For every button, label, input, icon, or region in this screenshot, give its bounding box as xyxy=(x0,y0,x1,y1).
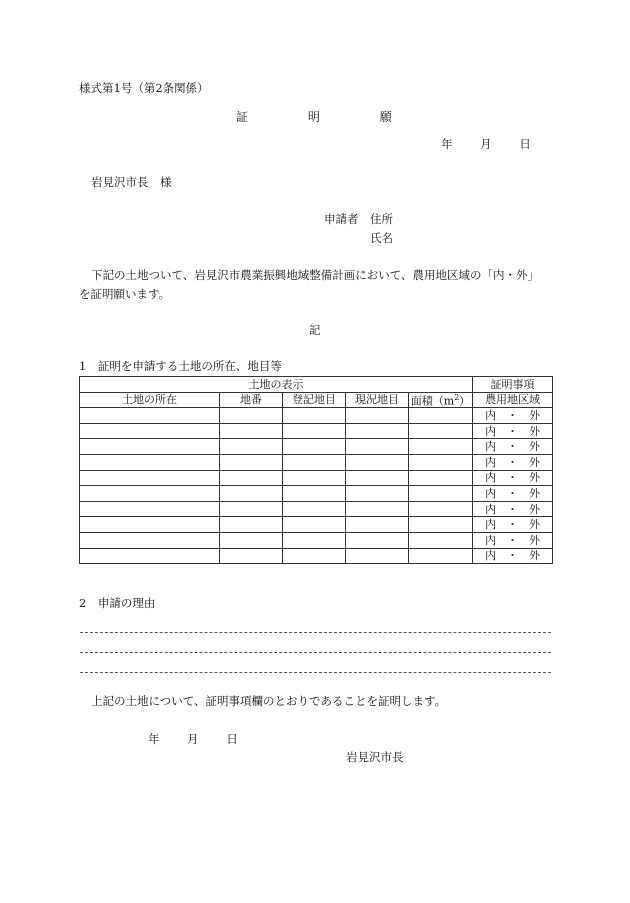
lot-number-cell[interactable] xyxy=(220,470,283,486)
ki-heading: 記 xyxy=(309,323,321,337)
location-cell[interactable] xyxy=(80,548,220,564)
current-category-cell[interactable] xyxy=(346,470,409,486)
date-day-label: 日 xyxy=(519,137,531,151)
area-cell[interactable] xyxy=(409,548,473,564)
table-column-header-row xyxy=(80,392,553,408)
title-char-1: 証 xyxy=(236,110,249,124)
current-category-cell[interactable] xyxy=(346,517,409,533)
certification-text: 上記の土地について、証明事項欄のとおりであることを証明します。 xyxy=(91,694,447,708)
registered-category-cell[interactable] xyxy=(283,408,346,424)
table-group-header-row xyxy=(80,377,553,393)
table-row xyxy=(80,470,553,486)
location-cell[interactable] xyxy=(80,532,220,548)
registered-category-cell[interactable] xyxy=(283,470,346,486)
location-cell[interactable] xyxy=(80,408,220,424)
addressee: 岩見沢市長 様 xyxy=(91,175,172,189)
agri-zone-choice-cell[interactable]: 内 ・ 外 xyxy=(473,439,553,455)
agri-zone-choice-cell[interactable]: 内 ・ 外 xyxy=(473,423,553,439)
applicant-name-label: 氏名 xyxy=(370,231,393,245)
lot-number-cell[interactable] xyxy=(220,501,283,517)
table-row xyxy=(80,408,553,424)
area-cell[interactable] xyxy=(409,454,473,470)
agri-zone-choice-cell[interactable]: 内 ・ 外 xyxy=(473,486,553,502)
body-text-line-2: を証明願います。 xyxy=(79,287,171,301)
registered-category-cell[interactable] xyxy=(283,439,346,455)
area-cell[interactable] xyxy=(409,470,473,486)
lot-number-cell[interactable] xyxy=(220,548,283,564)
agri-zone-choice-cell[interactable]: 内 ・ 外 xyxy=(473,454,553,470)
area-cell[interactable] xyxy=(409,501,473,517)
current-category-cell[interactable] xyxy=(346,501,409,517)
date-line xyxy=(441,139,531,151)
location-cell[interactable] xyxy=(80,486,220,502)
section-2-heading: 2 申請の理由 xyxy=(79,596,156,610)
reason-line-1[interactable] xyxy=(80,632,551,633)
lot-number-cell[interactable] xyxy=(220,517,283,533)
area-cell[interactable] xyxy=(409,517,473,533)
applicant-label: 申請者 xyxy=(324,212,359,226)
reason-line-3[interactable] xyxy=(80,672,551,673)
current-category-cell[interactable] xyxy=(346,548,409,564)
lot-number-cell[interactable] xyxy=(220,439,283,455)
bottom-date-day-label: 日 xyxy=(226,732,238,746)
agri-zone-choice-cell[interactable]: 内 ・ 外 xyxy=(473,517,553,533)
title-char-2: 明 xyxy=(307,110,320,124)
col-header-current-category: 現況地目 xyxy=(346,392,409,408)
table-row xyxy=(80,439,553,455)
current-category-cell[interactable] xyxy=(346,532,409,548)
reason-line-2[interactable] xyxy=(80,652,551,653)
agri-zone-choice-cell[interactable]: 内 ・ 外 xyxy=(473,501,553,517)
location-cell[interactable] xyxy=(80,423,220,439)
col-header-area: 面積$(m^2)$ xyxy=(409,392,473,408)
form-number: 様式第1号（第2条関係） xyxy=(79,81,209,95)
area-cell[interactable] xyxy=(409,532,473,548)
agri-zone-choice-cell[interactable]: 内 ・ 外 xyxy=(473,408,553,424)
table-row xyxy=(80,454,553,470)
certification-header: 証明事項 xyxy=(473,377,553,393)
registered-category-cell[interactable] xyxy=(283,501,346,517)
lot-number-cell[interactable] xyxy=(220,486,283,502)
registered-category-cell[interactable] xyxy=(283,454,346,470)
col-header-registered-category: 登記地目 xyxy=(283,392,346,408)
lot-number-cell[interactable] xyxy=(220,423,283,439)
current-category-cell[interactable] xyxy=(346,439,409,455)
registered-category-cell[interactable] xyxy=(283,486,346,502)
section-1-heading: 1 証明を申請する土地の所在、地目等 xyxy=(79,359,282,373)
title-char-3: 願 xyxy=(379,110,392,124)
area-cell[interactable] xyxy=(409,423,473,439)
col-header-location: 土地の所在 xyxy=(80,392,220,408)
current-category-cell[interactable] xyxy=(346,454,409,470)
bottom-date-month-label: 月 xyxy=(187,732,199,746)
current-category-cell[interactable] xyxy=(346,408,409,424)
bottom-date-year-label: 年 xyxy=(148,732,160,746)
table-row xyxy=(80,532,553,548)
agri-zone-choice-cell[interactable]: 内 ・ 外 xyxy=(473,470,553,486)
land-display-header: 土地の表示 xyxy=(80,377,473,393)
lot-number-cell[interactable] xyxy=(220,454,283,470)
col-header-lot-number: 地番 xyxy=(220,392,283,408)
registered-category-cell[interactable] xyxy=(283,423,346,439)
area-cell[interactable] xyxy=(409,408,473,424)
table-row xyxy=(80,501,553,517)
table-row xyxy=(80,517,553,533)
registered-category-cell[interactable] xyxy=(283,548,346,564)
date-month-label: 月 xyxy=(480,137,492,151)
location-cell[interactable] xyxy=(80,470,220,486)
location-cell[interactable] xyxy=(80,501,220,517)
registered-category-cell[interactable] xyxy=(283,517,346,533)
area-cell[interactable] xyxy=(409,486,473,502)
date-year-label: 年 xyxy=(441,137,453,151)
land-table xyxy=(79,376,553,564)
mayor-signature: 岩見沢市長 xyxy=(346,750,404,764)
location-cell[interactable] xyxy=(80,517,220,533)
body-text-line-1: 下記の土地ついて、岩見沢市農業振興地域整備計画において、農用地区域の「内・外」 xyxy=(91,268,540,282)
table-row xyxy=(80,548,553,564)
current-category-cell[interactable] xyxy=(346,486,409,502)
location-cell[interactable] xyxy=(80,454,220,470)
lot-number-cell[interactable] xyxy=(220,532,283,548)
document-title xyxy=(236,111,392,123)
area-cell[interactable] xyxy=(409,439,473,455)
col-header-agri-zone: 農用地区域 xyxy=(473,392,553,408)
lot-number-cell[interactable] xyxy=(220,408,283,424)
location-cell[interactable] xyxy=(80,439,220,455)
table-row xyxy=(80,486,553,502)
agri-zone-choice-cell[interactable]: 内 ・ 外 xyxy=(473,532,553,548)
table-row xyxy=(80,423,553,439)
current-category-cell[interactable] xyxy=(346,423,409,439)
registered-category-cell[interactable] xyxy=(283,532,346,548)
bottom-date-line xyxy=(148,734,238,746)
agri-zone-choice-cell[interactable]: 内 ・ 外 xyxy=(473,548,553,564)
applicant-address-label: 住所 xyxy=(370,212,393,226)
